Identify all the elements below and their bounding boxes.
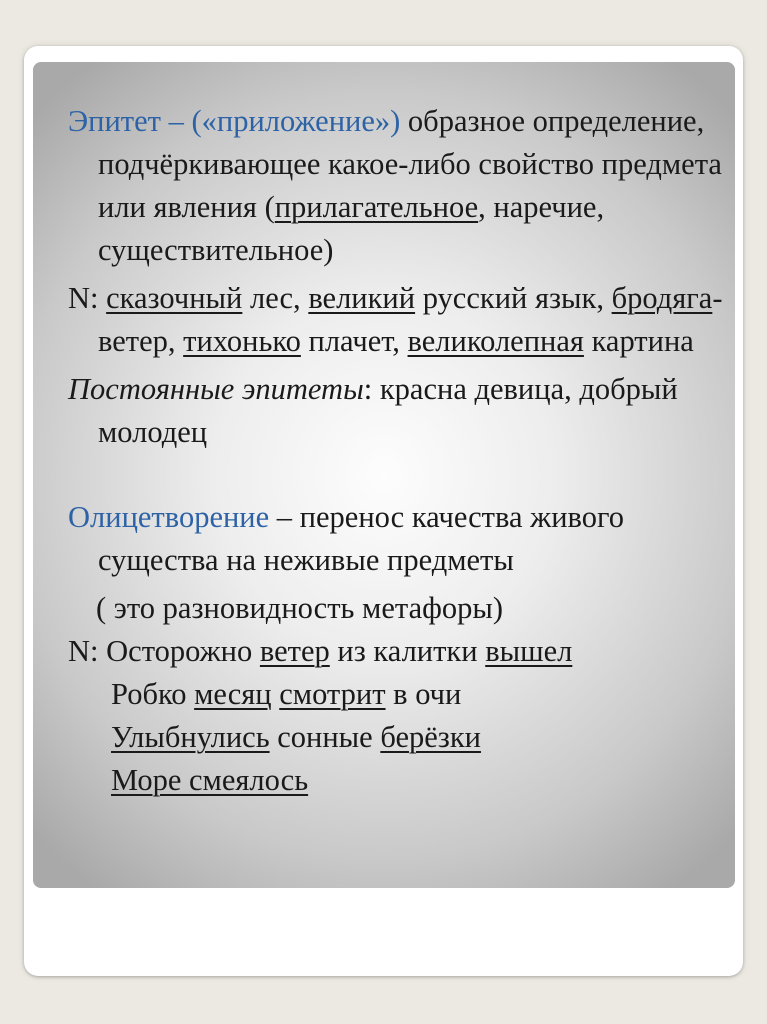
example-text: плачет, [300,324,408,358]
underlined-word: вышел [485,634,573,668]
constant-epithets [68,368,728,454]
personification-example-4 [68,759,728,802]
slide-text [68,100,728,802]
example-text: -ветер, [98,281,723,358]
personification-definition [68,496,728,582]
example-text: в очи [385,677,462,711]
personification-definition-text: – перенос качества живого существа на неживые предметы [98,500,624,577]
personification-term: Олицетворение [68,500,270,534]
example-text: Робко [111,677,195,711]
example-text: русский язык, [415,281,612,315]
underlined-word: великолепная [407,324,584,358]
example-prefix: N: [68,281,107,315]
underlined-word: великий [308,281,416,315]
personification-example-1 [68,630,728,673]
example-text: картина [583,324,694,358]
personification-example-2 [68,673,728,716]
epithet-definition-text: образное определение, подчёркивающее какое-либо свойство предмета или явления ( [98,104,722,224]
constant-epithets-text: : красна девица, добрый молодец [98,372,678,449]
underlined-word: ветер [259,634,330,668]
metaphor-note: ( это разновидность метафоры) [96,591,504,625]
example-text: лес, [242,281,309,315]
underlined-word: сказочный [106,281,243,315]
underlined-word: берёзки [380,720,481,754]
underlined-word: Улыбнулись [111,720,270,754]
example-text: из калитки [329,634,486,668]
underlined-word: смотрит [279,677,386,711]
epithet-definition-text: , наречие, существительное) [98,190,605,267]
epithet-definition [68,100,728,272]
underlined-word: Море смеялось [111,763,309,797]
example-text: Осторожно [106,634,260,668]
underlined-word: тихонько [183,324,301,358]
example-prefix: N: [68,634,107,668]
spacer [68,459,728,496]
example-text: сонные [269,720,381,754]
underlined-word: месяц [194,677,272,711]
underlined-word: прилагательное [274,190,479,224]
underlined-word: бродяга [611,281,713,315]
personification-example-3 [68,716,728,759]
constant-epithets-label: Постоянные эпитеты [68,372,364,406]
epithet-examples [68,277,728,363]
epithet-term: Эпитет – («приложение») [68,104,401,138]
